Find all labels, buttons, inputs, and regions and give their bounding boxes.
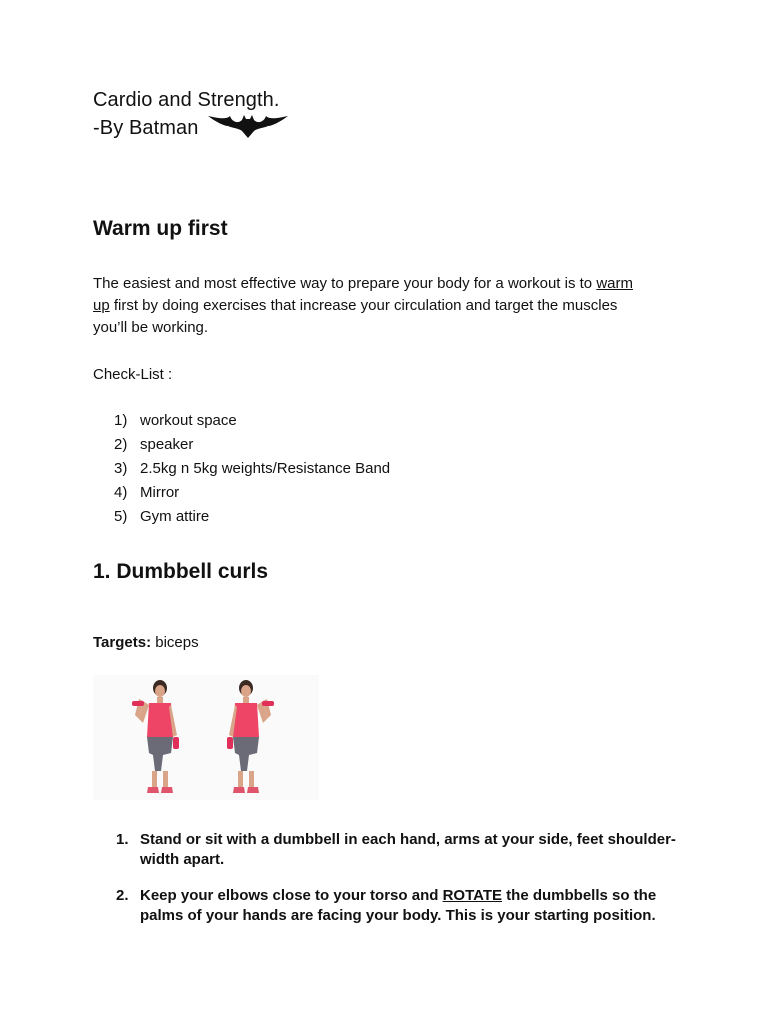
list-item: 5) Gym attire <box>114 508 210 525</box>
list-item: 3) 2.5kg n 5kg weights/Resistance Band <box>114 460 391 477</box>
list-item: 1. Stand or sit with a dumbbell in each hand, arms at your side, feet shoulder-width apart. <box>116 831 676 868</box>
warmup-heading: Warm up first <box>93 217 228 240</box>
warmup-paragraph-line2: up first by doing exercises that increase your circulation and target the muscles <box>93 297 618 314</box>
exercise1-heading: 1. Dumbbell curls <box>93 560 269 583</box>
dumbbell-curl-illustration <box>93 675 319 800</box>
list-item: 1) workout space <box>114 412 237 429</box>
exercise-figures-image <box>93 675 319 800</box>
warmup-paragraph-line3: you’ll be working. <box>93 319 209 336</box>
figure-1 <box>132 680 179 793</box>
document-title: Cardio and Strength. <box>93 89 280 111</box>
checklist <box>114 409 390 529</box>
warm-up-link[interactable]: warm <box>596 275 633 292</box>
figure-2 <box>227 680 274 793</box>
exercise1-steps <box>116 830 676 942</box>
targets-line: Targets: biceps <box>93 634 199 651</box>
list-item: 4) Mirror <box>114 484 180 501</box>
batman-logo-icon <box>208 112 288 138</box>
rotate-emphasis: ROTATE <box>442 887 502 904</box>
checklist-label: Check-List : <box>93 366 173 383</box>
warm-up-link-cont[interactable]: up <box>93 297 110 314</box>
list-item: 2. Keep your elbows close to your torso and ROTATE the dumbbells so the palms of your hands are facing your body. This is your starting position. <box>116 887 657 924</box>
list-item: 2) speaker <box>114 436 194 453</box>
document-author: -By Batman <box>93 117 199 139</box>
warmup-paragraph-line1: The easiest and most effective way to prepare your body for a workout is to warm <box>93 275 633 292</box>
